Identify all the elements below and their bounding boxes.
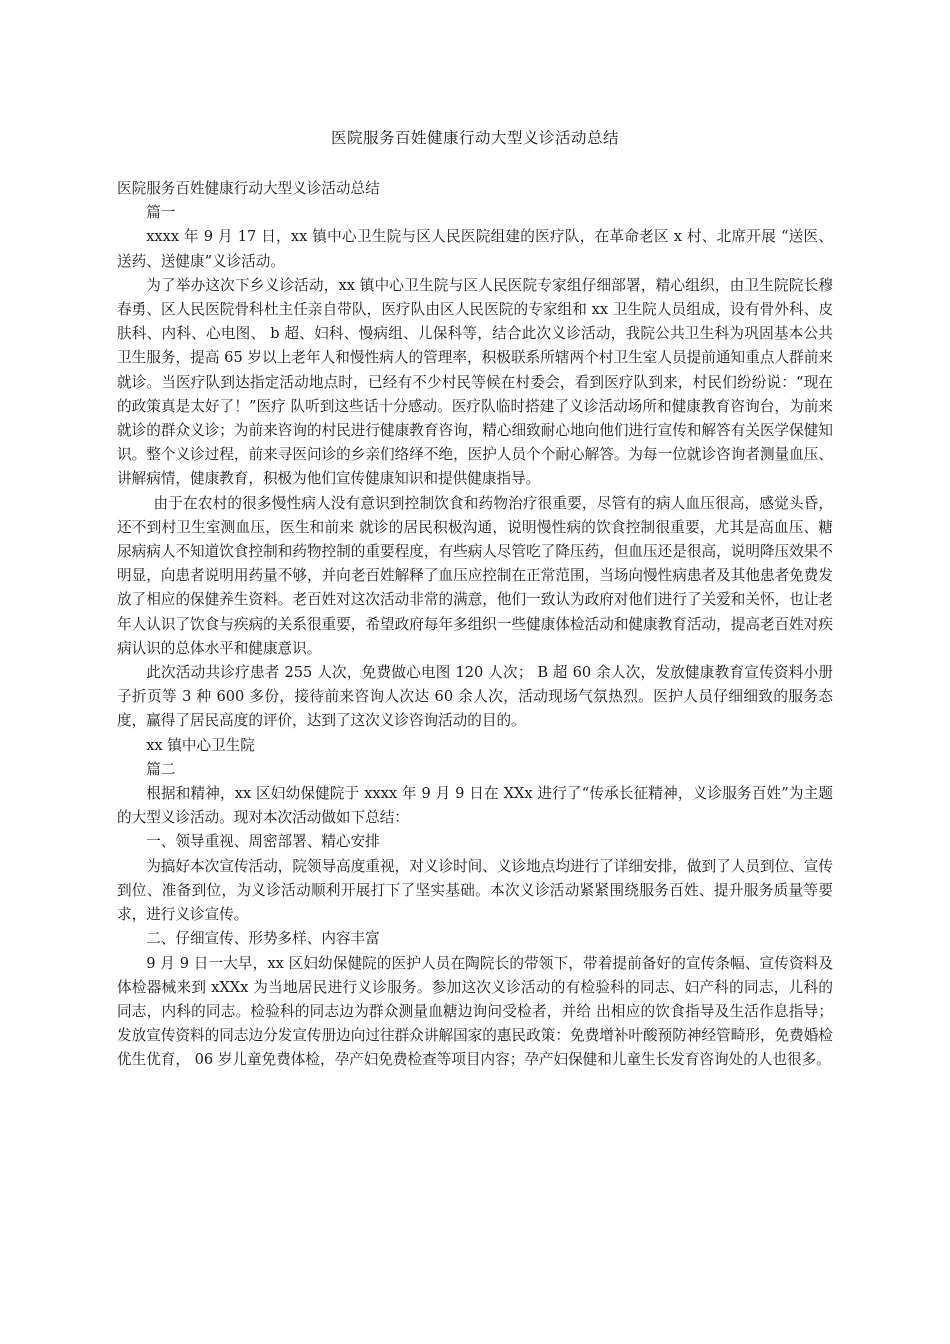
section-label-part-two: 篇二 xyxy=(146,760,176,778)
paragraph: 为搞好本次宣传活动，院领导高度重视，对义诊时间、义诊地点均进行了详细安排，做到了人员到位、宣传到位、准备到位，为义诊活动顺利开展打下了坚实基础。本次义诊活动紧紧围绕服务百姓、提升服务质量等要求，进行义诊宣传。 xyxy=(117,857,833,924)
paragraph: 为了举办这次下乡义诊活动，xx 镇中心卫生院与区人民医院专家组仔细部署，精心组织，由卫生院院长穆春勇、区人民医院骨科杜主任亲自带队，医疗队由区人民医院的专家组和 xx 卫生院人员组成，设有骨外科、皮肤科、内科、心电图、 b 超、妇科、慢病组、儿保科等，结合此次义诊活动，我院公共卫生科为巩固基本公共卫生服务，提高 65 岁以上老年人和慢性病人的管理率，积极联系所辖两个村卫生室人员提前通知重点人群前来就诊。当医疗队到达指定活动地点时，已经有不少村民等候在村委会，看到医疗队到来，村民们纷纷说：“现在的政策真是太好了！”医疗 队听到这些话十分感动。医疗队临时搭建了义诊活动场所和健康教育咨询台，为前来就诊的群众义诊；为前来咨询的村民进行健康教育咨询，精心细致耐心地向他们进行宣传和解答有关医学保健知识。整个义诊过程，前来寻医问诊的乡亲们络绎不绝，医护人员个个耐心解答。为每一位就诊咨询者测量血压、讲解病情，健康教育，积极为他们宣传健康知识和提供健康指导。 xyxy=(117,276,833,488)
paragraph: 由于在农村的很多慢性病人没有意识到控制饮食和药物治疗很重要，尽管有的病人血压很高，感觉头昏，还不到村卫生室测血压，医生和前来 就诊的居民积极沟通，说明慢性病的饮食控制很重要，尤其是高血压、糖尿病病人不知道饮食控制和药物控制的重要程度，有些病人尽管吃了降压药，但血压还是很高，说明降压效果不明显，向患者说明用药量不够，并向老百姓解释了血压应控制在正常范围，当场向慢性病患者及其他患者免费发放了相应的保健养生资料。老百姓对这次活动非常的满意，他们一致认为政府对他们进行了关爱和关怀，也让老年人认识了饮食与疾病的关系很重要，希望政府每年多组织一些健康体检活动和健康教育活动，提高老百姓对疾病认识的总体水平和健康意识。 xyxy=(117,494,833,657)
document-title: 医院服务百姓健康行动大型义诊活动总结 xyxy=(330,129,619,147)
paragraph: 9 月 9 日一大早，xx 区妇幼保健院的医护人员在陶院长的带领下，带着提前备好的宣传条幅、宣传资料及体检器械来到 xXXx 为当地居民进行义诊服务。参加这次义诊活动的有检验科的同志、妇产科的同志，儿科的同志，内科的同志。检验科的同志边为群众测量血糖边询问受检者，并给 出相应的饮食指导及生活作息指导；发放宣传资料的同志边分发宣传册边向过往群众讲解国家的惠民政策：免费增补叶酸预防神经管畸形，免费婚检优生优育， 06 岁儿童免费体检，孕产妇免费检查等项目内容；孕产妇保健和儿童生长发育咨询处的人也很多。 xyxy=(117,954,833,1069)
subheading: 一、领导重视、周密部署、精心安排 xyxy=(146,833,380,851)
paragraph: xxxx 年 9 月 17 日，xx 镇中心卫生院与区人民医院组建的医疗队，在革命老区 x 村、北席开展 “送医、送药、送健康”义诊活动。 xyxy=(117,228,833,270)
section-label-part-one: 篇一 xyxy=(146,204,176,222)
subheading: 二、仔细宣传、形势多样、内容丰富 xyxy=(146,930,380,948)
body-heading: 医院服务百姓健康行动大型义诊活动总结 xyxy=(117,180,380,197)
paragraph: 此次活动共诊疗患者 255 人次，免费做心电图 120 人次； B 超 60 余人次，发放健康教育宣传资料小册子折页等 3 种 600 多份，接待前来咨询人次达 60 余人次，活动现场气氛热烈。医护人员仔细细致的服务态度，赢得了居民高度的评价，达到了这次义诊咨询活动的目的。 xyxy=(117,664,833,730)
paragraph: 根据和精神，xx 区妇幼保健院于 xxxx 年 9 月 9 日在 XXx 进行了“传承长征精神，义诊服务百姓”为主题的大型义诊活动。现对本次活动做如下总结： xyxy=(117,785,833,827)
document-body xyxy=(117,177,833,1073)
signature-line: xx 镇中心卫生院 xyxy=(146,736,255,754)
